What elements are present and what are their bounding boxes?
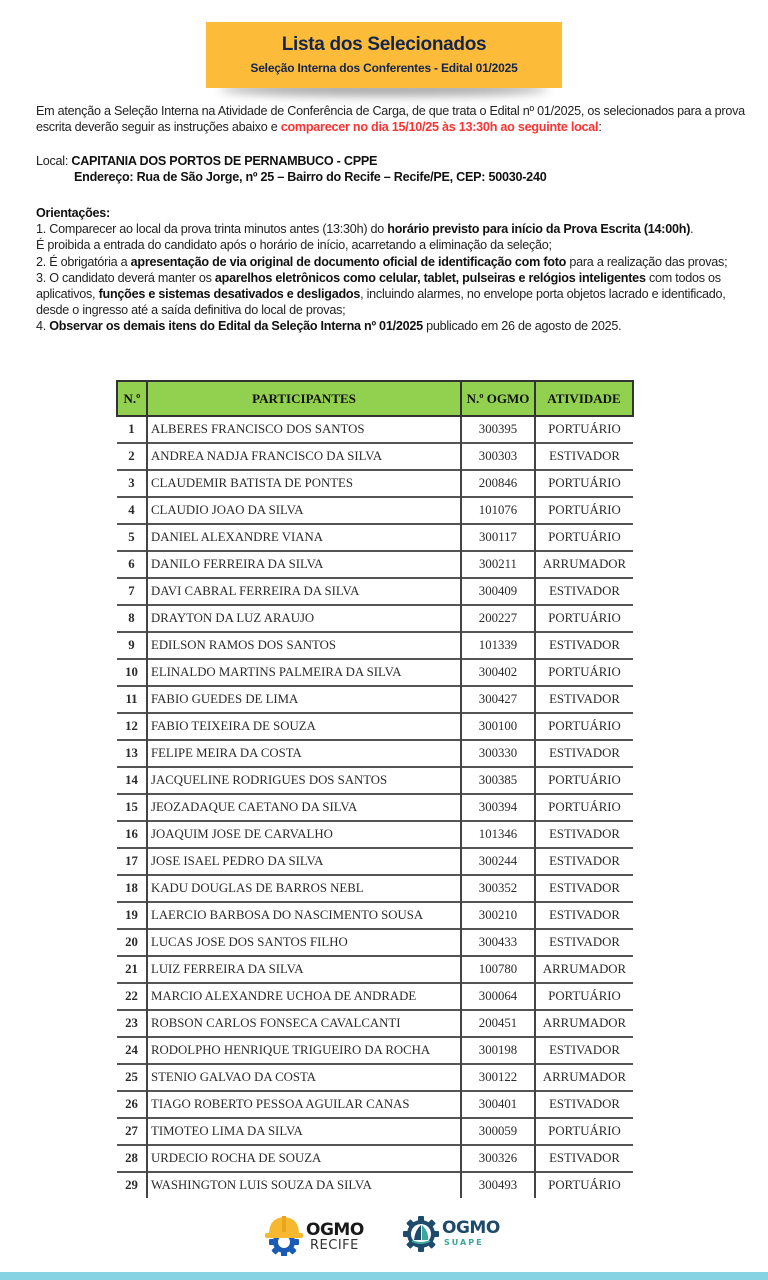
hardhat-gear-icon (264, 1214, 304, 1256)
table-header-row (117, 381, 633, 416)
location-address: Endereço: Rua de São Jorge, nº 25 – Bairro do Recife – Recife/PE, CEP: 50030-240 (74, 170, 547, 185)
row-number: 29 (117, 1172, 147, 1198)
row-number: 17 (117, 848, 147, 875)
row-number: 18 (117, 875, 147, 902)
row-number: 26 (117, 1091, 147, 1118)
activity: PORTUÁRIO (535, 1172, 633, 1198)
item1-bold: horário previsto para início da Prova Escrita (14:00h) (387, 222, 691, 237)
activity: ESTIVADOR (535, 848, 633, 875)
participant-name: ALBERES FRANCISCO DOS SANTOS (147, 416, 461, 443)
participant-name: EDILSON RAMOS DOS SANTOS (147, 632, 461, 659)
activity: ARRUMADOR (535, 1064, 633, 1091)
participant-name: JOAQUIM JOSE DE CARVALHO (147, 821, 461, 848)
ogmo-number: 300395 (461, 416, 535, 443)
logo-ogmo-suape (402, 1214, 502, 1258)
banner-box (206, 22, 562, 88)
item4-bold: Observar os demais itens do Edital da Seleção Interna nº 01/2025 (49, 319, 423, 334)
table-row (117, 686, 633, 713)
ogmo-number: 300100 (461, 713, 535, 740)
ogmo-number: 300352 (461, 875, 535, 902)
row-number: 22 (117, 983, 147, 1010)
table-row (117, 1118, 633, 1145)
row-number: 7 (117, 578, 147, 605)
row-number: 28 (117, 1145, 147, 1172)
participant-name: JOSE ISAEL PEDRO DA SILVA (147, 848, 461, 875)
recife-logo-main: OGMO (306, 1220, 364, 1240)
row-number: 25 (117, 1064, 147, 1091)
table-row (117, 821, 633, 848)
ogmo-number: 300433 (461, 929, 535, 956)
ogmo-number: 101076 (461, 497, 535, 524)
table-row (117, 470, 633, 497)
header-banner (206, 22, 562, 88)
item3-bold: aparelhos eletrônicos como celular, tablet, pulseiras e relógios inteligentes (214, 270, 646, 285)
table-row (117, 794, 633, 821)
activity: ESTIVADOR (535, 875, 633, 902)
ogmo-number: 300385 (461, 767, 535, 794)
table-row (117, 1064, 633, 1091)
row-number: 6 (117, 551, 147, 578)
item4-num: 4. (36, 319, 50, 334)
activity: PORTUÁRIO (535, 794, 633, 821)
ogmo-number: 300493 (461, 1172, 535, 1198)
participant-name: DRAYTON DA LUZ ARAUJO (147, 605, 461, 632)
item1-note: É proibida a entrada do candidato após o horário de início, acarretando a eliminação da seleção; (36, 238, 552, 253)
activity: PORTUÁRIO (535, 713, 633, 740)
header-activity: ATIVIDADE (535, 381, 633, 416)
page-title: Lista dos Selecionados (281, 34, 487, 55)
table-row (117, 983, 633, 1010)
row-number: 2 (117, 443, 147, 470)
row-number: 3 (117, 470, 147, 497)
participant-name: FABIO GUEDES DE LIMA (147, 686, 461, 713)
item3-text: 3. O candidato deverá manter os (36, 270, 215, 285)
location-name: CAPITANIA DOS PORTOS DE PERNAMBUCO - CPPE (71, 154, 378, 168)
participant-name: FELIPE MEIRA DA COSTA (147, 740, 461, 767)
table-row (117, 605, 633, 632)
header-participants: PARTICIPANTES (147, 381, 461, 416)
table-body (117, 416, 633, 1198)
activity: PORTUÁRIO (535, 470, 633, 497)
ogmo-number: 300064 (461, 983, 535, 1010)
location-label: Local: (36, 154, 72, 168)
participant-name: ANDREA NADJA FRANCISCO DA SILVA (147, 443, 461, 470)
orientations-heading (36, 205, 746, 221)
orientations-block (36, 205, 746, 335)
orientation-item-4 (36, 318, 746, 334)
item1-end: . (690, 222, 694, 237)
participant-name: RODOLPHO HENRIQUE TRIGUEIRO DA ROCHA (147, 1037, 461, 1064)
table-row (117, 524, 633, 551)
activity: PORTUÁRIO (535, 1118, 633, 1145)
row-number: 27 (117, 1118, 147, 1145)
selected-table (116, 380, 634, 1198)
ogmo-number: 300401 (461, 1091, 535, 1118)
activity: ESTIVADOR (535, 443, 633, 470)
intro-text-end: : (598, 120, 602, 135)
suape-logo-sub: SUAPE (444, 1238, 484, 1247)
participant-name: DAVI CABRAL FERREIRA DA SILVA (147, 578, 461, 605)
table-row (117, 497, 633, 524)
recife-logo-sub: RECIFE (310, 1238, 359, 1253)
intro-paragraph (36, 103, 746, 135)
participant-name: LUIZ FERREIRA DA SILVA (147, 956, 461, 983)
orientations-heading-text: Orientações: (36, 206, 110, 220)
participant-name: CLAUDIO JOAO DA SILVA (147, 497, 461, 524)
ogmo-number: 200846 (461, 470, 535, 497)
table-row (117, 578, 633, 605)
table-row (117, 659, 633, 686)
table-row (117, 929, 633, 956)
participant-name: KADU DOUGLAS DE BARROS NEBL (147, 875, 461, 902)
row-number: 11 (117, 686, 147, 713)
activity: PORTUÁRIO (535, 659, 633, 686)
activity: ARRUMADOR (535, 1010, 633, 1037)
participant-name: URDECIO ROCHA DE SOUZA (147, 1145, 461, 1172)
ogmo-number: 200451 (461, 1010, 535, 1037)
participant-name: WASHINGTON LUIS SOUZA DA SILVA (147, 1172, 461, 1198)
activity: PORTUÁRIO (535, 497, 633, 524)
table-row (117, 416, 633, 443)
ogmo-number: 300427 (461, 686, 535, 713)
activity: PORTUÁRIO (535, 605, 633, 632)
intro-text: Em atenção a Seleção Interna na Atividade de Conferência de Carga, de que trata o Edital nº 01/2025, os selecionados para a prova escrita deverão seguir as instruções abaixo e (36, 104, 745, 135)
row-number: 24 (117, 1037, 147, 1064)
row-number: 4 (117, 497, 147, 524)
table-row (117, 956, 633, 983)
table-row (117, 1091, 633, 1118)
ogmo-number: 300409 (461, 578, 535, 605)
page-subtitle: Seleção Interna dos Conferentes - Edital 01/2025 (250, 61, 518, 75)
participant-name: DANILO FERREIRA DA SILVA (147, 551, 461, 578)
activity: ESTIVADOR (535, 1037, 633, 1064)
activity: ARRUMADOR (535, 956, 633, 983)
activity: ESTIVADOR (535, 821, 633, 848)
participant-name: JACQUELINE RODRIGUES DOS SANTOS (147, 767, 461, 794)
orientation-item-3 (36, 270, 746, 319)
ogmo-number: 300117 (461, 524, 535, 551)
orientation-item-2 (36, 254, 746, 270)
location-address-line (36, 169, 746, 185)
ogmo-number: 300059 (461, 1118, 535, 1145)
row-number: 20 (117, 929, 147, 956)
row-number: 13 (117, 740, 147, 767)
row-number: 1 (128, 422, 135, 436)
participant-name: CLAUDEMIR BATISTA DE PONTES (147, 470, 461, 497)
row-number: 23 (117, 1010, 147, 1037)
activity: ESTIVADOR (535, 902, 633, 929)
item3-end: , incluindo alarmes, no envelope porta objetos lacrado e identificado, desde o ingresso até a saída definitiva do local de provas; (36, 287, 726, 318)
item2-bold: apresentação de via original de documento oficial de identificação com foto (130, 254, 567, 269)
item2-text: 2. É obrigatória a (36, 254, 131, 269)
table-row (117, 713, 633, 740)
row-number: 15 (117, 794, 147, 821)
table-row (117, 875, 633, 902)
participant-name: TIMOTEO LIMA DA SILVA (147, 1118, 461, 1145)
activity: ESTIVADOR (535, 740, 633, 767)
row-number: 19 (117, 902, 147, 929)
activity: ESTIVADOR (535, 1091, 633, 1118)
participant-name: TIAGO ROBERTO PESSOA AGUILAR CANAS (147, 1091, 461, 1118)
ogmo-number: 300211 (461, 551, 535, 578)
item4-end: publicado em 26 de agosto de 2025. (422, 319, 622, 334)
suape-logo-main: OGMO (442, 1218, 500, 1238)
participant-name: LAERCIO BARBOSA DO NASCIMENTO SOUSA (147, 902, 461, 929)
item2-end: para a realização das provas; (566, 254, 728, 269)
participant-name: LUCAS JOSE DOS SANTOS FILHO (147, 929, 461, 956)
ogmo-number: 300326 (461, 1145, 535, 1172)
intro-highlight: comparecer no dia 15/10/25 às 13:30h ao seguinte local (280, 120, 599, 135)
row-number: 12 (117, 713, 147, 740)
item3-bold-2: funções e sistemas desativados e desligados (98, 287, 361, 302)
header-ogmo: N.º OGMO (461, 381, 535, 416)
row-number: 5 (117, 524, 147, 551)
row-number: 10 (117, 659, 147, 686)
item3-mid: com todos os aplicativos, (36, 270, 721, 302)
table-row (117, 1145, 633, 1172)
participant-name: ROBSON CARLOS FONSECA CAVALCANTI (147, 1010, 461, 1037)
ogmo-number: 300303 (461, 443, 535, 470)
gear-sail-icon (402, 1214, 440, 1254)
header-number: N.º (117, 381, 147, 416)
ogmo-number: 300402 (461, 659, 535, 686)
location-block (36, 153, 746, 185)
table-row (117, 443, 633, 470)
ogmo-number: 300394 (461, 794, 535, 821)
ogmo-number: 200227 (461, 605, 535, 632)
table-row (117, 551, 633, 578)
ogmo-number: 300330 (461, 740, 535, 767)
ogmo-number: 300244 (461, 848, 535, 875)
row-number: 14 (117, 767, 147, 794)
activity: PORTUÁRIO (535, 767, 633, 794)
activity: ARRUMADOR (535, 551, 633, 578)
row-number: 8 (117, 605, 147, 632)
location-line (36, 153, 746, 169)
logo-ogmo-recife (264, 1214, 368, 1258)
ogmo-number: 101346 (461, 821, 535, 848)
activity: PORTUÁRIO (535, 983, 633, 1010)
row-number: 21 (117, 956, 147, 983)
ogmo-number: 101339 (461, 632, 535, 659)
table-row (117, 740, 633, 767)
participant-name: FABIO TEIXEIRA DE SOUZA (147, 713, 461, 740)
activity: ESTIVADOR (535, 632, 633, 659)
table-row (117, 848, 633, 875)
activity: ESTIVADOR (535, 686, 633, 713)
orientation-item-1 (36, 221, 746, 253)
ogmo-number: 300198 (461, 1037, 535, 1064)
participant-name: DANIEL ALEXANDRE VIANA (147, 524, 461, 551)
participant-name: MARCIO ALEXANDRE UCHOA DE ANDRADE (147, 983, 461, 1010)
footer-strip (0, 1272, 768, 1280)
activity: PORTUÁRIO (535, 416, 633, 443)
item1-text: 1. Comparecer ao local da prova trinta minutos antes (13:30h) do (36, 222, 388, 237)
table-row (117, 1037, 633, 1064)
table-row (117, 767, 633, 794)
activity: ESTIVADOR (535, 1145, 633, 1172)
ogmo-number: 300122 (461, 1064, 535, 1091)
table-row (117, 1172, 633, 1198)
participant-name: STENIO GALVAO DA COSTA (147, 1064, 461, 1091)
activity: PORTUÁRIO (535, 524, 633, 551)
participant-name: JEOZADAQUE CAETANO DA SILVA (147, 794, 461, 821)
table-row (117, 632, 633, 659)
activity: ESTIVADOR (535, 578, 633, 605)
ogmo-number: 100780 (461, 956, 535, 983)
ogmo-number: 300210 (461, 902, 535, 929)
table-row (117, 1010, 633, 1037)
activity: ESTIVADOR (535, 929, 633, 956)
participant-name: ELINALDO MARTINS PALMEIRA DA SILVA (147, 659, 461, 686)
row-number: 16 (117, 821, 147, 848)
row-number: 9 (117, 632, 147, 659)
table-row (117, 902, 633, 929)
